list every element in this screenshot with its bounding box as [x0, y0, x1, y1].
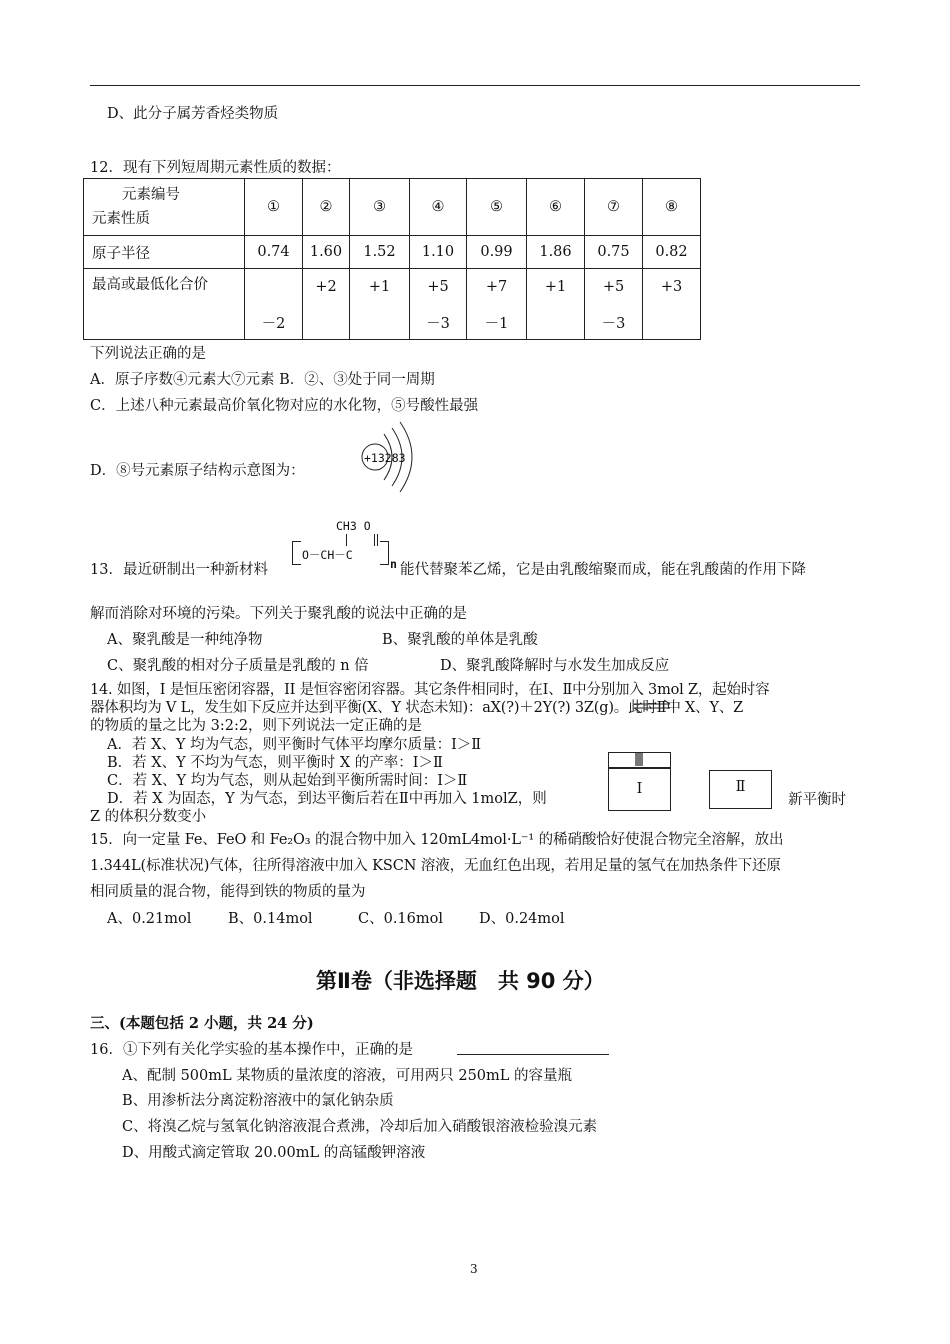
valence-high-5: +7 — [485, 279, 508, 295]
bond-ch3 — [346, 534, 347, 546]
q14-line3: 的物质的量之比为 3:2:2，则下列说法一定正确的是 — [90, 718, 423, 734]
valence-low-5: －1 — [484, 316, 509, 332]
valence-cell-3 — [350, 269, 410, 340]
valence-low-4: －3 — [426, 316, 450, 332]
q14-line2: 器体积均为 V L，发生如下反应并达到平衡(X、Y 状态未知)：aX(?)＋2Y(?) 3Z(g)。此时Ⅱ中 X、Y、Z — [90, 700, 744, 716]
q13-stem-end: 能代替聚苯乙烯，它是由乳酸缩聚而成，能在乳酸菌的作用下降 — [400, 562, 806, 578]
q15-option-b: B、0.14mol — [228, 911, 313, 927]
num-8: ⑧ — [643, 179, 701, 236]
q12-option-ab: A．原子序数④元素大⑦元素 B．②、③处于同一周期 — [90, 372, 435, 388]
container-one — [608, 752, 671, 811]
atom-label: +13283 — [364, 451, 406, 465]
formula-n: n — [390, 557, 397, 571]
section-three-heading: 三、(本题包括 2 小题，共 24 分) — [90, 1015, 314, 1032]
q15-option-d: D、0.24mol — [479, 911, 565, 927]
radius-6: 1.86 — [527, 236, 585, 269]
num-6: ⑥ — [527, 179, 585, 236]
bracket-left — [292, 541, 301, 565]
valence-high-8: +3 — [660, 279, 683, 295]
header-element-property: 元素性质 — [92, 211, 150, 227]
q14-option-d-line1: D．若 X 为固态，Y 为气态，到达平衡后若在Ⅱ中再加入 1molZ，则 — [107, 791, 547, 807]
q16-option-a: A、配制 500mL 某物质的量浓度的溶液，可用两只 250mL 的容量瓶 — [122, 1068, 573, 1084]
num-5: ⑤ — [467, 179, 527, 236]
radius-7: 0.75 — [585, 236, 643, 269]
atom-structure-diagram — [356, 418, 426, 494]
header-rule — [90, 85, 860, 86]
q11-option-d: D、此分子属芳香烃类物质 — [107, 106, 279, 122]
valence-cell-6 — [527, 269, 585, 340]
q12-option-c: C．上述八种元素最高价氧化物对应的水化物，⑤号酸性最强 — [90, 398, 479, 414]
element-data-table — [83, 178, 701, 340]
container-two — [709, 770, 772, 809]
q14-line1: 14. 如图，I 是恒压密闭容器，II 是恒容密闭容器。其它条件相同时，在Ⅰ、Ⅱ中分别加入 3mol Z，起始时容 — [90, 682, 770, 698]
num-2: ② — [303, 179, 350, 236]
valence-high-2: +2 — [315, 279, 337, 295]
q15-option-c: C、0.16mol — [358, 911, 443, 927]
num-1: ① — [245, 179, 303, 236]
valence-low-7: －3 — [601, 316, 626, 332]
valence-label-cell — [84, 269, 245, 340]
q14-side-text: 新平衡时 — [788, 792, 846, 808]
q13-stem-start: 13．最近研制出一种新材料 — [90, 562, 268, 578]
q15-line2: 1.344L(标准状况)气体，往所得溶液中加入 KSCN 溶液，无血红色出现，若用足量的氢气在加热条件下还原 — [90, 858, 781, 874]
q13-option-b: B、聚乳酸的单体是乳酸 — [382, 632, 538, 648]
part-two-title: 第Ⅱ卷（非选择题 共 90 分） — [316, 969, 605, 993]
q13-option-d: D、聚乳酸降解时与水发生加成反应 — [440, 658, 670, 674]
bond-co — [374, 534, 378, 546]
radius-5: 0.99 — [467, 236, 527, 269]
valence-cell-1 — [245, 269, 303, 340]
valence-high-6: +1 — [544, 279, 567, 295]
valence-high-7: +5 — [602, 279, 625, 295]
piston-rod — [635, 753, 643, 766]
num-3: ③ — [350, 179, 410, 236]
valence-low-1: －2 — [261, 316, 286, 332]
num-7: ⑦ — [585, 179, 643, 236]
container-one-label: I — [636, 781, 643, 797]
radius-8: 0.82 — [643, 236, 701, 269]
q15-line3: 相同质量的混合物，能得到铁的物质的量为 — [90, 884, 366, 900]
radius-4: 1.10 — [410, 236, 467, 269]
container-two-label: Ⅱ — [735, 779, 746, 795]
q14-option-a: A．若 X、Y 均为气态，则平衡时气体平均摩尔质量：Ⅰ＞Ⅱ — [107, 737, 482, 753]
valence-cell-8 — [643, 269, 701, 340]
q16-option-b: B、用渗析法分离淀粉溶液中的氯化钠杂质 — [122, 1093, 394, 1109]
valence-cell-2 — [303, 269, 350, 340]
polylactic-formula — [292, 519, 398, 577]
q16-answer-blank[interactable] — [457, 1040, 609, 1055]
valence-high-4: +5 — [427, 279, 449, 295]
valence-cell-7 — [585, 269, 643, 340]
q16-option-c: C、将溴乙烷与氢氧化钠溶液混合煮沸，冷却后加入硝酸银溶液检验溴元素 — [122, 1119, 598, 1135]
valence-label: 最高或最低化合价 — [92, 277, 208, 293]
q13-option-a: A、聚乳酸是一种纯净物 — [107, 632, 263, 648]
q14-option-b: B．若 X、Y 不均为气态，则平衡时 X 的产率：Ⅰ＞Ⅱ — [107, 755, 443, 771]
q15-line1: 15．向一定量 Fe、FeO 和 Fe₂O₃ 的混合物中加入 120mL4mol·L⁻¹ 的稀硝酸恰好使混合物完全溶解，放出 — [90, 832, 784, 848]
radius-2: 1.60 — [303, 236, 350, 269]
formula-main: O－CH－C — [302, 548, 353, 562]
q14-option-d-line2: Z 的体积分数变小 — [90, 809, 207, 825]
radius-3: 1.52 — [350, 236, 410, 269]
q16-option-d: D、用酸式滴定管取 20.00mL 的高锰酸钾溶液 — [122, 1145, 426, 1161]
q12-option-d: D．⑧号元素原子结构示意图为： — [90, 463, 305, 479]
valence-cell-5 — [467, 269, 527, 340]
formula-top: CH3 O — [336, 519, 371, 533]
num-4: ④ — [410, 179, 467, 236]
q15-option-a: A、0.21mol — [107, 911, 192, 927]
radius-1: 0.74 — [245, 236, 303, 269]
equilibrium-arrow-icon — [632, 699, 672, 713]
q14-option-c: C．若 X、Y 均为气态，则从起始到平衡所需时间：Ⅰ＞Ⅱ — [107, 773, 468, 789]
radius-label: 原子半径 — [84, 236, 245, 269]
q13-stem-line2: 解而消除对环境的污染。下列关于聚乳酸的说法中正确的是 — [90, 606, 467, 622]
q13-option-c: C、聚乳酸的相对分子质量是乳酸的 n 倍 — [107, 658, 369, 674]
valence-high-3: +1 — [368, 279, 391, 295]
q16-stem: 16．①下列有关化学实验的基本操作中，正确的是 — [90, 1042, 413, 1058]
q12-prompt: 下列说法正确的是 — [90, 346, 206, 362]
valence-cell-4 — [410, 269, 467, 340]
table-header-cell — [84, 179, 245, 236]
q12-stem: 12．现有下列短周期元素性质的数据： — [90, 160, 341, 176]
header-element-number: 元素编号 — [122, 187, 180, 203]
bracket-right — [380, 541, 389, 565]
page-number: 3 — [470, 1262, 478, 1276]
piston-plate — [609, 767, 670, 769]
